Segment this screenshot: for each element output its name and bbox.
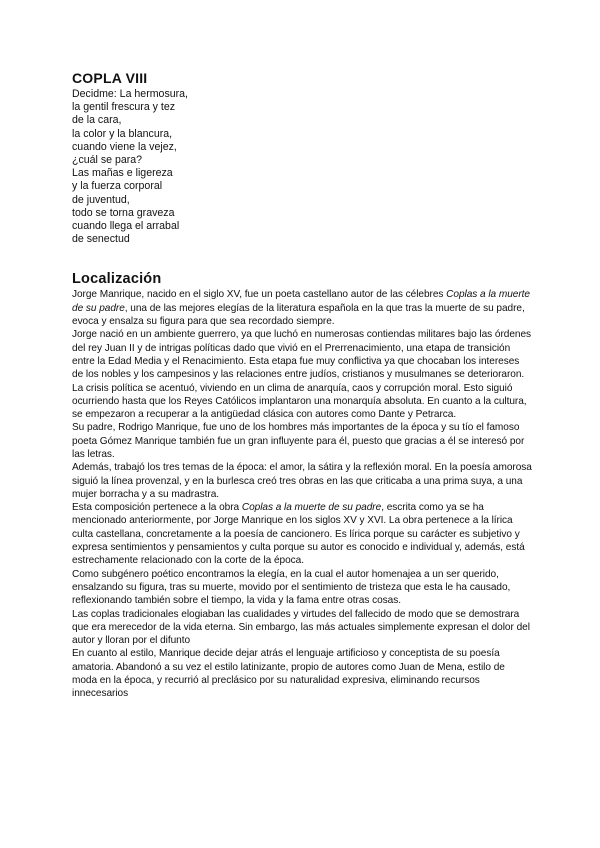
verse-line: cuando viene la vejez, — [72, 140, 177, 153]
verse-line: de la cara, — [72, 114, 122, 127]
paragraph-text: , una de las mejores elegías de la literatura española en la que tras la muerte de su padre, evoca y ensalza su figura para que sea recordado siempre. — [72, 302, 525, 328]
verse-line: ¿cuál se para? — [72, 154, 143, 167]
work-title-italic: Coplas a la muerte de su padre — [241, 502, 382, 514]
paragraph-father: Su padre, Rodrigo Manrique, fue uno de los hombres más importantes de la época y su tío el famoso poeta Gómez Manrique también fue un gran influyente para él, puesto que gracias a él se interesó por las letras. — [72, 422, 525, 460]
paragraph-text: Jorge Manrique, nacido en el siglo XV, fue un poeta castellano autor de las célebres — [72, 289, 447, 301]
verse-line: Decidme: La hermosura, — [72, 88, 188, 100]
paragraph-style: En cuanto al estilo, Manrique decide dejar atrás el lenguaje artificioso y conceptista de su poesía amatoria. Abandonó a su vez el estilo latinizante, propio de autores como Juan de Mena, estilo de moda en la época, y recurrió al preclásico por su naturalidad expresiva, eliminando recursos innecesarios — [72, 648, 505, 700]
verse-line: Las mañas e ligereza — [72, 167, 173, 180]
paragraph-text: Esta composición pertenece a la obra — [72, 502, 242, 514]
document-body — [72, 70, 532, 701]
verse-line: la color y la blancura, — [72, 127, 173, 140]
verse-line: y la fuerza corporal — [72, 180, 163, 193]
paragraph-composition — [72, 501, 532, 567]
verse-line: la gentil frescura y tez — [72, 101, 176, 114]
verse-line: cuando llega el arrabal — [72, 220, 180, 233]
copla-title: COPLA VIII — [72, 70, 148, 86]
paragraph-intro — [72, 288, 532, 328]
paragraph-context: Jorge nació en un ambiente guerrero, ya que luchó en numerosas contiendas militares bajo las órdenes del rey Juan II y de intrigas políticas dado que vivió en el Prerrenacimiento, una etapa de transición entre la Edad Media y el Renacimiento. Esta etapa fue muy conflictiva ya que chocaban los intereses de los nobles y los campesinos y las relaciones entre judíos, cristianos y musulmanes se deterioraron. La crisis política se acentuó, viviendo en un clima de anarquía, caos y corrupción moral. Esto siguió ocurriendo hasta que los Reyes Católicos implantaron una monarquía absoluta. En cuanto a la cultura, se empezaron a recuperar a la antigüedad clásica con autores como Dante y Petrarca. — [72, 329, 532, 421]
paragraph-themes: Además, trabajó los tres temas de la época: el amor, la sátira y la reflexión moral. En la poesía amorosa siguió la línea provenzal, y en la burlesca creó tres obras en las que criticaba a una prima suya, a una mujer borracha y a su madrastra. — [72, 462, 532, 500]
verse-line: todo se torna graveza — [72, 206, 175, 219]
paragraph-text: , escrita como ya se ha mencionado anteriormente, por Jorge Manrique en los siglos XV y XVI. La obra pertenece a la lírica culta castellana, concretamente a la poesía de cancionero. Es lírica porque su carácter es subjetivo y expresa sentimientos y pensamientos y culta porque su autor es conocido e individual y, además, está estrechamente relacionado con la corte de la época. — [72, 502, 525, 567]
paragraph-traditional: Las coplas tradicionales elogiaban las cualidades y virtudes del fallecido de modo que se demostrara que era merecedor de la vida eterna. Sin embargo, las más actuales simplemente expresan el dolor del autor y lloran por el difunto — [72, 608, 530, 647]
copla-verse — [72, 88, 532, 246]
work-title-italic: Coplas a la muerte de su padre — [72, 289, 530, 314]
paragraph-subgenre: Como subgénero poético encontramos la elegía, en la cual el autor homenajea a un ser querido, ensalzando su figura, tras su muerte, movido por el sentimiento de tristeza que esta le ha causado, reflexionando también sobre el tiempo, la vida y la fama entre otras cosas. — [72, 568, 511, 607]
localizacion-heading: Localización — [72, 271, 162, 288]
verse-line: de senectud — [72, 233, 130, 246]
verse-line: de juventud, — [72, 193, 130, 206]
